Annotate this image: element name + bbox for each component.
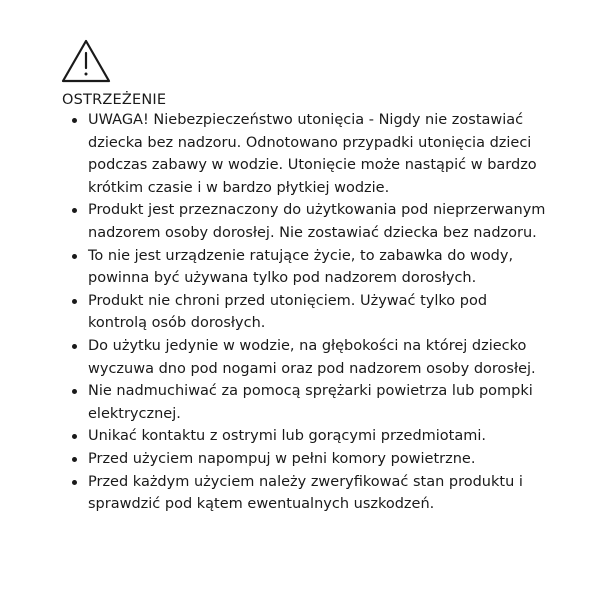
warning-item: Przed użyciem napompuj w pełni komory powietrzne. xyxy=(62,448,546,471)
warning-item: To nie jest urządzenie ratujące życie, to zabawka do wody, powinna być używana tylko pod nadzorem dorosłych. xyxy=(62,245,546,290)
warning-item: Produkt nie chroni przed utonięciem. Używać tylko pod kontrolą osób dorosłych. xyxy=(62,290,546,335)
warning-item: UWAGA! Niebezpieczeństwo utonięcia - Nigdy nie zostawiać dziecka bez nadzoru. Odnotowano przypadki utonięcia dzieci podczas zabawy w wodzie. Utonięcie może nastąpić w bardzo krótkim czasie i w bardzo płytkiej wodzie. xyxy=(62,109,546,199)
warning-triangle-icon xyxy=(60,38,112,84)
warning-item: Unikać kontaktu z ostrymi lub gorącymi przedmiotami. xyxy=(62,425,546,448)
warning-item: Do użytku jedynie w wodzie, na głębokości na której dziecko wyczuwa dno pod nogami oraz pod nadzorem osoby dorosłej. xyxy=(62,335,546,380)
warning-item: Nie nadmuchiwać za pomocą sprężarki powietrza lub pompki elektrycznej. xyxy=(62,380,546,425)
warning-item: Przed każdym użyciem należy zweryfikować stan produktu i sprawdzić pod kątem ewentualnych uszkodzeń. xyxy=(62,471,546,516)
warning-list xyxy=(62,109,546,516)
warning-item: Produkt jest przeznaczony do użytkowania pod nieprzerwanym nadzorem osoby dorosłej. Nie zostawiać dziecka bez nadzoru. xyxy=(62,199,546,244)
warning-heading: OSTRZEŻENIE xyxy=(62,92,167,108)
